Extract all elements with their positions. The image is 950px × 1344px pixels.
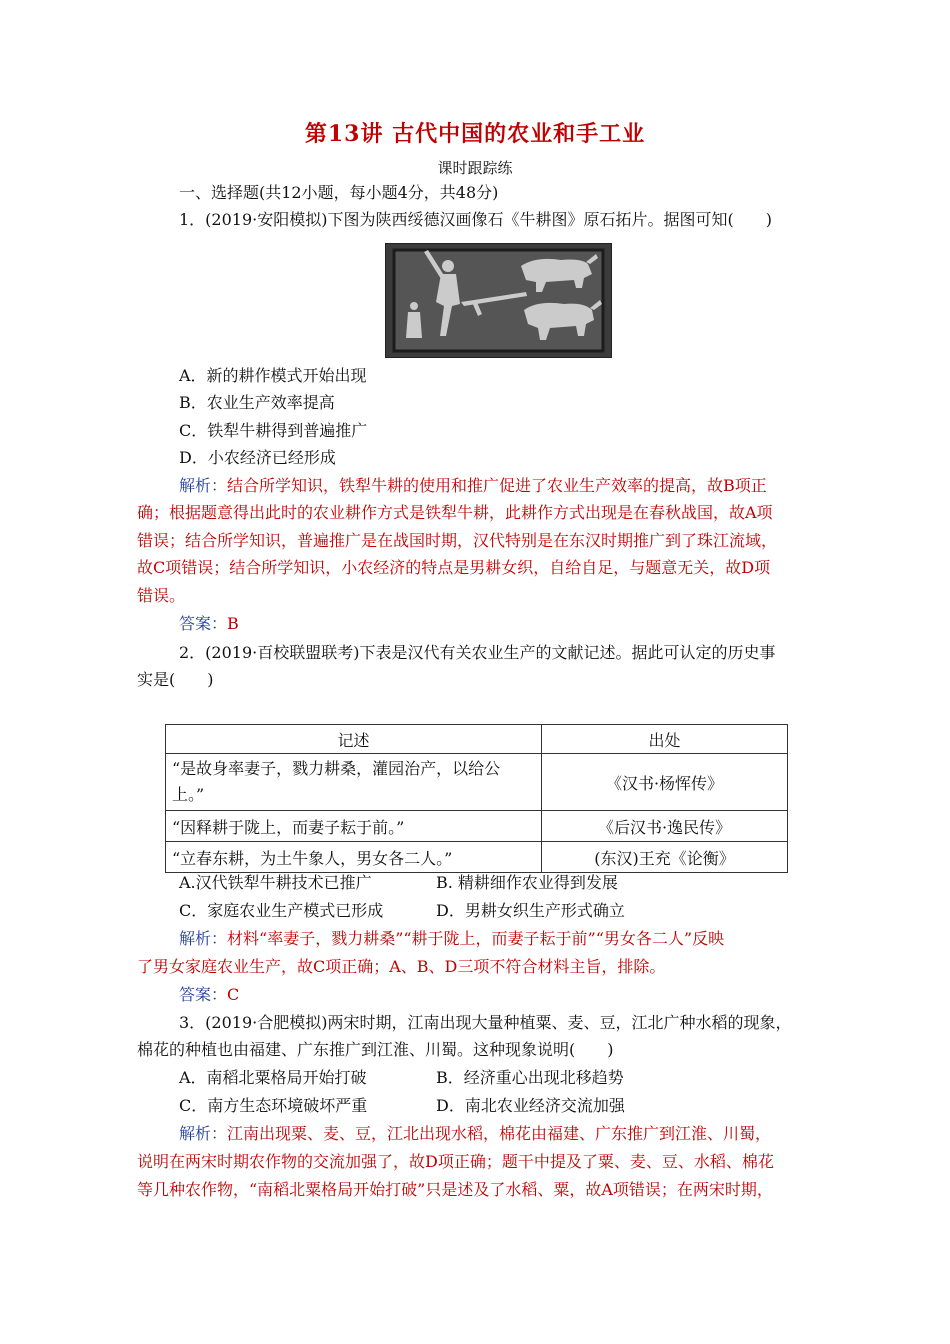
- q3-stem-line-2: 棉花的种植也由福建、广东推广到江淮、川蜀。这种现象说明( ): [137, 1040, 614, 1059]
- table-header-description: 记述: [166, 725, 542, 754]
- q3-analysis-line-2: 说明在两宋时期农作物的交流加强了，故D项正确；题干中提及了粟、麦、豆、水稻、棉花: [137, 1152, 774, 1171]
- q3-option-d: D．南北农业经济交流加强: [436, 1096, 625, 1115]
- q1-stem: 1．(2019·安阳模拟)下图为陕西绥德汉画像石《牛耕图》原石拓片。据图可知( ): [179, 210, 772, 229]
- q1-answer: 答案：B: [179, 614, 239, 633]
- table-cell-source: (东汉)王充《论衡》: [542, 842, 788, 873]
- table-cell-description: “立春东耕，为土牛象人，男女各二人。”: [166, 842, 542, 873]
- q3-option-b: B．经济重心出现北移趋势: [436, 1068, 624, 1087]
- table-cell-source: 《后汉书·逸民传》: [542, 811, 788, 842]
- table-cell-description: “是故身率妻子，戮力耕桑，灌园治产，以给公 上。”: [166, 754, 542, 811]
- q3-option-c: C．南方生态环境破坏严重: [179, 1096, 368, 1115]
- q3-stem-line-1: 3．(2019·合肥模拟)两宋时期，江南出现大量种植粟、麦、豆，江北广种水稻的现象，: [179, 1013, 792, 1032]
- q2-answer: 答案：C: [179, 985, 240, 1004]
- q1-option-d: D．小农经济已经形成: [179, 448, 336, 467]
- table-cell-description: “因释耕于陇上，而妻子耘于前。”: [166, 811, 542, 842]
- q2-option-c: C．家庭农业生产模式已形成: [179, 901, 384, 920]
- q1-option-a: A．新的耕作模式开始出现: [179, 366, 367, 385]
- q1-analysis-line-2: 确；根据题意得出此时的农业耕作方式是铁犁牛耕，此耕作方式出现是在春秋战国，故A项: [137, 503, 773, 522]
- q1-analysis-line-5: 错误。: [137, 586, 186, 605]
- page-title: 第13讲 古代中国的农业和手工业: [304, 121, 646, 147]
- q1-analysis-label: 解析：: [179, 476, 228, 495]
- q2-analysis-label: 解析：: [179, 929, 228, 948]
- q3-option-a: A．南稻北粟格局开始打破: [179, 1068, 367, 1087]
- table-cell-source: 《汉书·杨恽传》: [542, 754, 788, 811]
- q2-stem-line-2: 实是( ): [137, 670, 214, 689]
- q1-option-c: C．铁犁牛耕得到普遍推广: [179, 421, 368, 440]
- q2-option-d: D．男耕女织生产形式确立: [436, 901, 625, 920]
- q1-analysis-line-1: 解析：结合所学知识，铁犁牛耕的使用和推广促进了农业生产效率的提高，故B项正: [179, 476, 767, 495]
- q3-analysis-line-3: 等几种农作物，“南稻北粟格局开始打破”只是述及了水稻、粟，故A项错误；在两宋时期，: [137, 1180, 773, 1199]
- q2-analysis-line-1: 解析：材料“率妻子，戮力耕桑”“耕于陇上，而妻子耘于前”“男女各二人”反映: [179, 929, 725, 948]
- q2-option-a: A.汉代铁犁牛耕技术已推广: [179, 873, 372, 892]
- table-row: [166, 842, 788, 873]
- sources-table: [165, 724, 788, 873]
- table-header-source: 出处: [542, 725, 788, 754]
- q1-analysis-line-3: 错误；结合所学知识，普遍推广是在战国时期，汉代特别是在东汉时期推广到了珠江流域，: [137, 531, 778, 550]
- q1-option-b: B．农业生产效率提高: [179, 393, 335, 412]
- ox-plowing-rubbing-image: [385, 243, 612, 358]
- table-header-row: [166, 725, 788, 754]
- table-row: [166, 811, 788, 842]
- q2-answer-value: C: [227, 985, 240, 1004]
- q1-answer-value: B: [227, 614, 239, 633]
- page-subtitle: 课时跟踪练: [437, 159, 513, 177]
- q2-analysis-line-2: 了男女家庭农业生产，故C项正确；A、B、D三项不符合材料主旨，排除。: [137, 957, 666, 976]
- table-row: [166, 754, 788, 811]
- q2-option-b: B. 精耕细作农业得到发展: [436, 873, 618, 892]
- section-heading: 一、选择题(共12小题，每小题4分，共48分): [179, 183, 499, 202]
- ox-plowing-illustration: [386, 244, 611, 357]
- q3-analysis-line-1: 解析：江南出现粟、麦、豆，江北出现水稻，棉花由福建、广东推广到江淮、川蜀，: [179, 1124, 772, 1143]
- q3-analysis-label: 解析：: [179, 1124, 228, 1143]
- q1-analysis-line-4: 故C项错误；结合所学知识，小农经济的特点是男耕女织，自给自足，与题意无关，故D项: [137, 558, 771, 577]
- q2-stem-line-1: 2．(2019·百校联盟联考)下表是汉代有关农业生产的文献记述。据此可认定的历史事: [179, 643, 776, 662]
